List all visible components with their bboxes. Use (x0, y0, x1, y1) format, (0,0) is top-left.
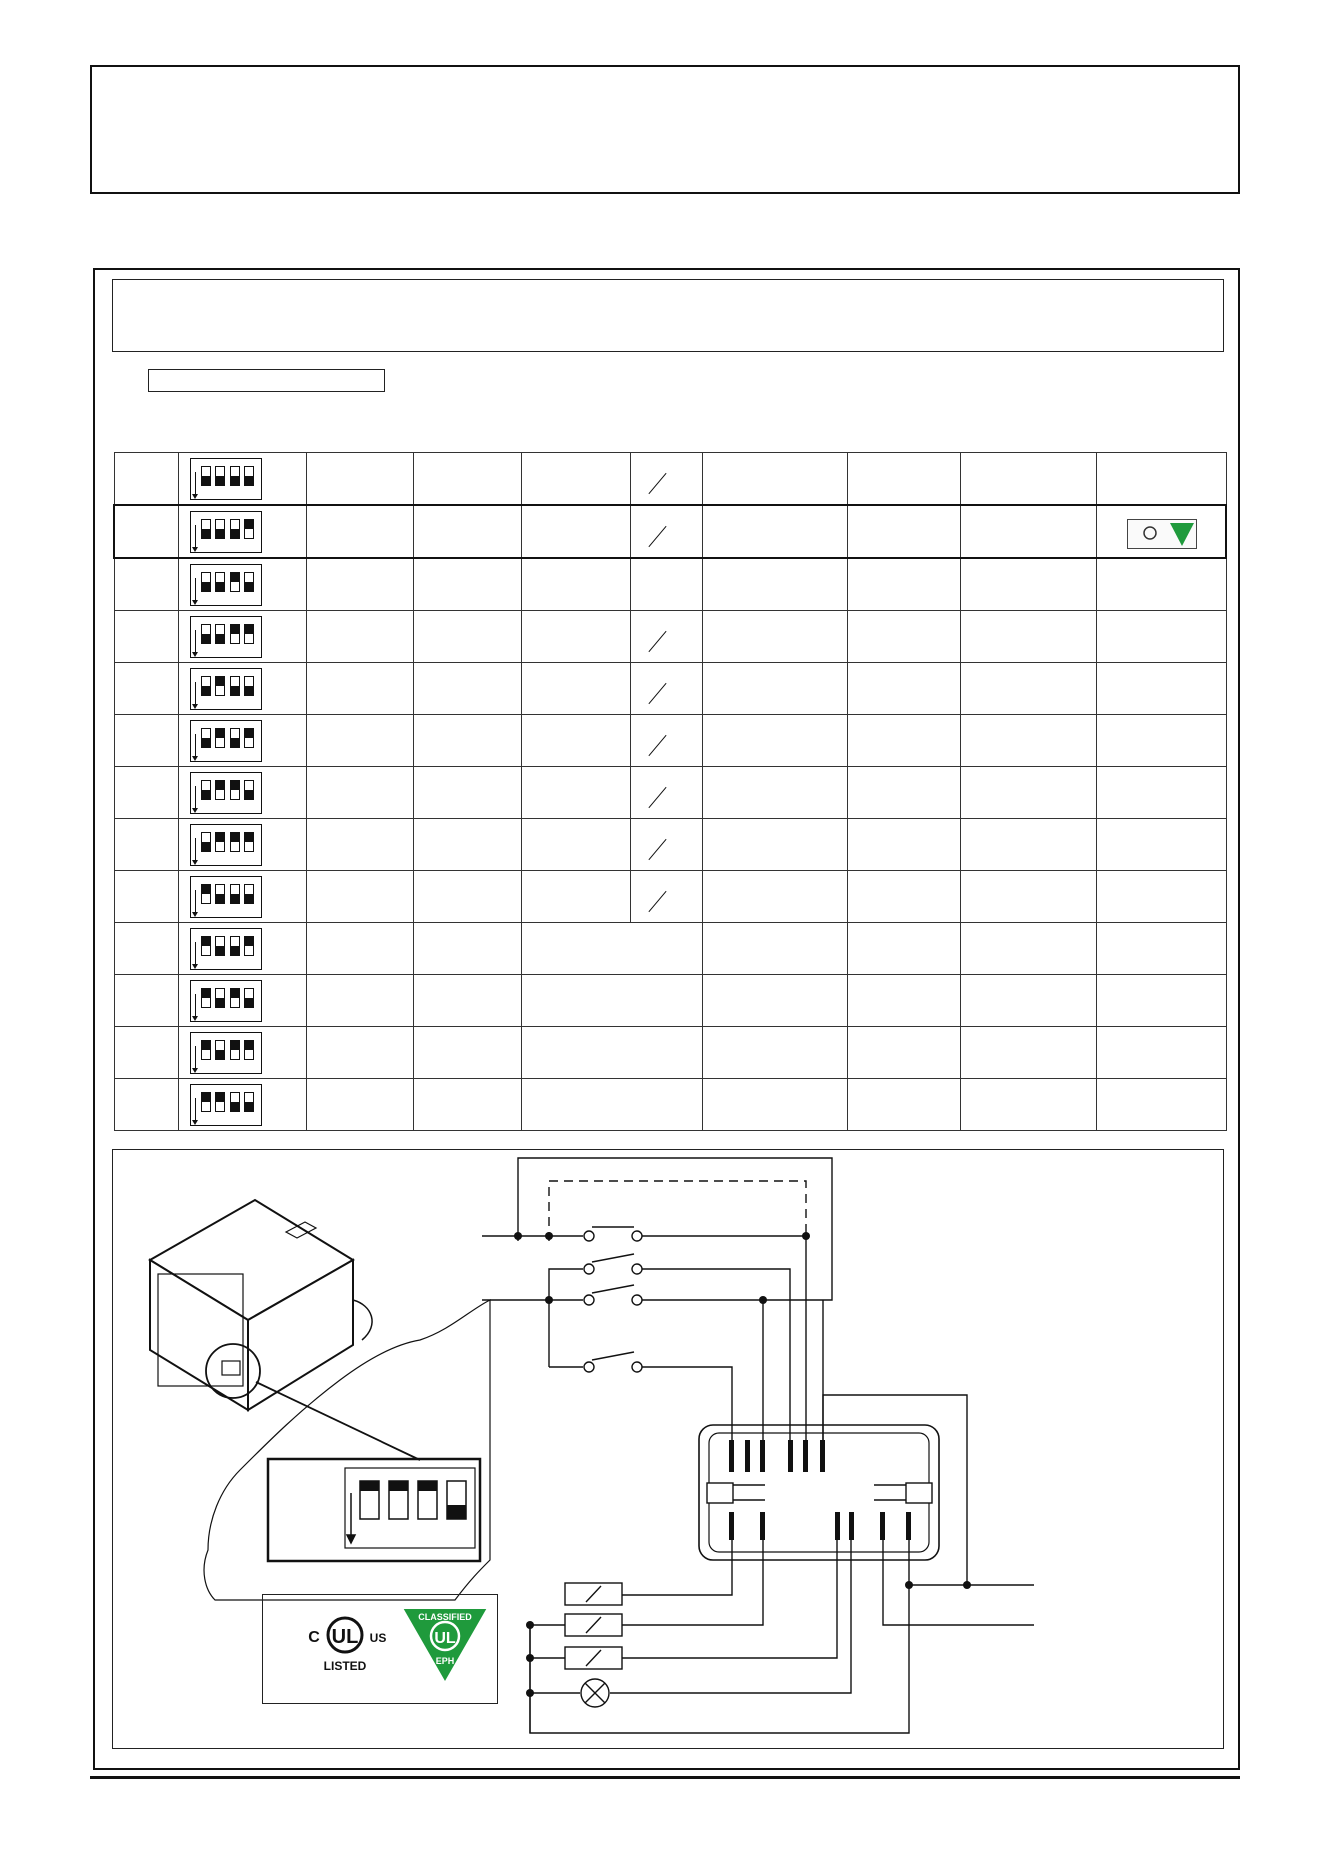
c-mark: C (308, 1629, 320, 1646)
eph-label: EPH (435, 1656, 455, 1666)
ul-mark-green: UL (434, 1630, 456, 1647)
bottom-rule (90, 1776, 1240, 1779)
us-mark: US (369, 1631, 387, 1645)
classified-label: CLASSIFIED (418, 1612, 472, 1622)
ul-mark: UL (331, 1626, 359, 1648)
listed-label: LISTED (323, 1659, 367, 1673)
